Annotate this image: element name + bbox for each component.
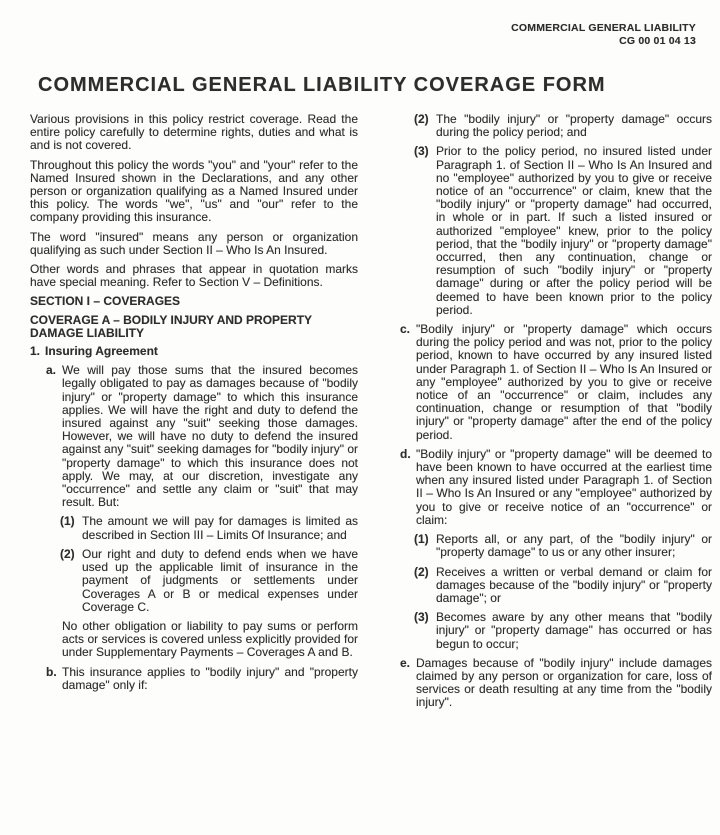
form-category: COMMERCIAL GENERAL LIABILITY xyxy=(511,22,696,34)
list-marker: (1) xyxy=(414,532,429,547)
list-item xyxy=(384,323,712,442)
form-number: CG 00 01 04 13 xyxy=(619,34,696,47)
list-text: "Bodily injury" or "property damage" will be deemed to have been known to have occurred at the earliest time when any insured listed under Paragraph 1. of Section II – Who Is An Insured or any "employee" authorized by you to give or receive notice of an "occurrence" or claim: xyxy=(416,446,712,527)
list-marker: (3) xyxy=(414,610,429,625)
list-item xyxy=(30,345,358,358)
paragraph: The word "insured" means any person or organization qualifying as such under Section II – Who Is An Insured. xyxy=(30,229,358,257)
paragraph: No other obligation or liability to pay sums or perform acts or services is covered unless explicitly provided for under Supplementary Payments – Coverages A and B. xyxy=(62,618,358,660)
list-item xyxy=(384,533,712,559)
list-marker: (3) xyxy=(414,144,429,159)
list-marker: (2) xyxy=(414,564,429,579)
list-item xyxy=(30,364,358,509)
page-title: COMMERCIAL GENERAL LIABILITY COVERAGE FORM xyxy=(38,74,606,96)
list-item xyxy=(384,113,712,139)
right-column xyxy=(384,113,712,716)
list-text: Prior to the policy period, no insured listed under Paragraph 1. of Section II – Who Is An Insured and no "employee" authorized by you to give or receive notice of an "occurrence" or claim, knew that the "bodily injury" or "property damage" had occurred, in whole or in part. If such a listed insured or authorized "employee" knew, prior to the policy period, that the "bodily injury" or "property damage" occurred, then any continuation, change or resumption of such "bodily injury" or "property damage" during or after the policy period will be deemed to have been known prior to the policy period. xyxy=(436,144,712,317)
list-text: Our right and duty to defend ends when we have used up the applicable limit of insurance in the payment of judgments or settlements under Coverages A or B or medical expenses under Coverage C. xyxy=(82,546,358,614)
list-text: Receives a written or verbal demand or claim for damages because of the "bodily injury" or "property damage"; or xyxy=(436,564,712,605)
list-marker: (2) xyxy=(414,112,429,126)
list-item xyxy=(30,666,358,692)
paragraph: Throughout this policy the words "you" and "your" refer to the Named Insured shown in the Declarations, and any other person or organization qualifying as a Named Insured under this policy. The words "we", "us" and "our" refer to the company providing this insurance. xyxy=(30,157,358,225)
list-marker: c. xyxy=(400,322,411,337)
list-marker: 1. xyxy=(30,344,41,359)
list-item xyxy=(384,145,712,317)
list-marker: (1) xyxy=(60,514,75,529)
list-item xyxy=(384,566,712,606)
list-text: Damages because of "bodily injury" include damages claimed by any person or organization for care, loss of services or death resulting at any time from the "bodily injury". xyxy=(416,655,712,710)
list-marker: (2) xyxy=(60,546,75,561)
left-column xyxy=(30,113,358,698)
list-text: Reports all, or any part, of the "bodily injury" or "property damage" to us or any other insurer; xyxy=(436,532,712,560)
list-item xyxy=(30,515,358,541)
paragraph: Other words and phrases that appear in quotation marks have special meaning. Refer to Section V – Definitions. xyxy=(30,262,358,290)
list-text: Insuring Agreement xyxy=(45,344,158,359)
list-text: This insurance applies to "bodily injury" and "property damage" only if: xyxy=(62,664,358,692)
coverage-heading: COVERAGE A – BODILY INJURY AND PROPERTY DAMAGE LIABILITY xyxy=(30,312,312,340)
list-text: The amount we will pay for damages is limited as described in Section III – Limits Of Insurance; and xyxy=(82,514,358,542)
list-marker: a. xyxy=(46,363,57,378)
paragraph: Various provisions in this policy restrict coverage. Read the entire policy carefully to determine rights, duties and what is and is not covered. xyxy=(30,112,358,153)
list-item xyxy=(384,657,712,710)
list-text: Becomes aware by any other means that "bodily injury" or "property damage" has occurred or has begun to occur; xyxy=(436,610,712,651)
page-header xyxy=(511,22,696,47)
section-heading: SECTION I – COVERAGES xyxy=(30,294,181,309)
list-marker: b. xyxy=(46,664,57,679)
list-item xyxy=(384,448,712,527)
list-text: "Bodily injury" or "property damage" which occurs during the policy period and was not, prior to the policy period, known to have occurred by any insured listed under Paragraph 1. of Section II – Who Is An Insured or any "employee" authorized by you to give or receive notice of an "occurrence" or claim, includes any continuation, change or resumption of that "bodily injury" or "property damage" after the end of the policy period. xyxy=(416,322,712,442)
list-item xyxy=(384,611,712,651)
list-text: We will pay those sums that the insured becomes legally obligated to pay as damages because of "bodily injury" or "property damage" to which this insurance applies. We will have the right and duty to defend the insured against any "suit" seeking those damages. However, we will have no duty to defend the insured against any "suit" seeking damages for "bodily injury" or "property damage" to which this insurance does not apply. We may, at our discretion, investigate any "occurrence" and settle any claim or "suit" that may result. But: xyxy=(62,363,358,510)
list-marker: e. xyxy=(400,655,411,670)
list-text: The "bodily injury" or "property damage" occurs during the policy period; and xyxy=(436,112,712,140)
list-item xyxy=(30,548,358,614)
list-marker: d. xyxy=(400,446,411,461)
